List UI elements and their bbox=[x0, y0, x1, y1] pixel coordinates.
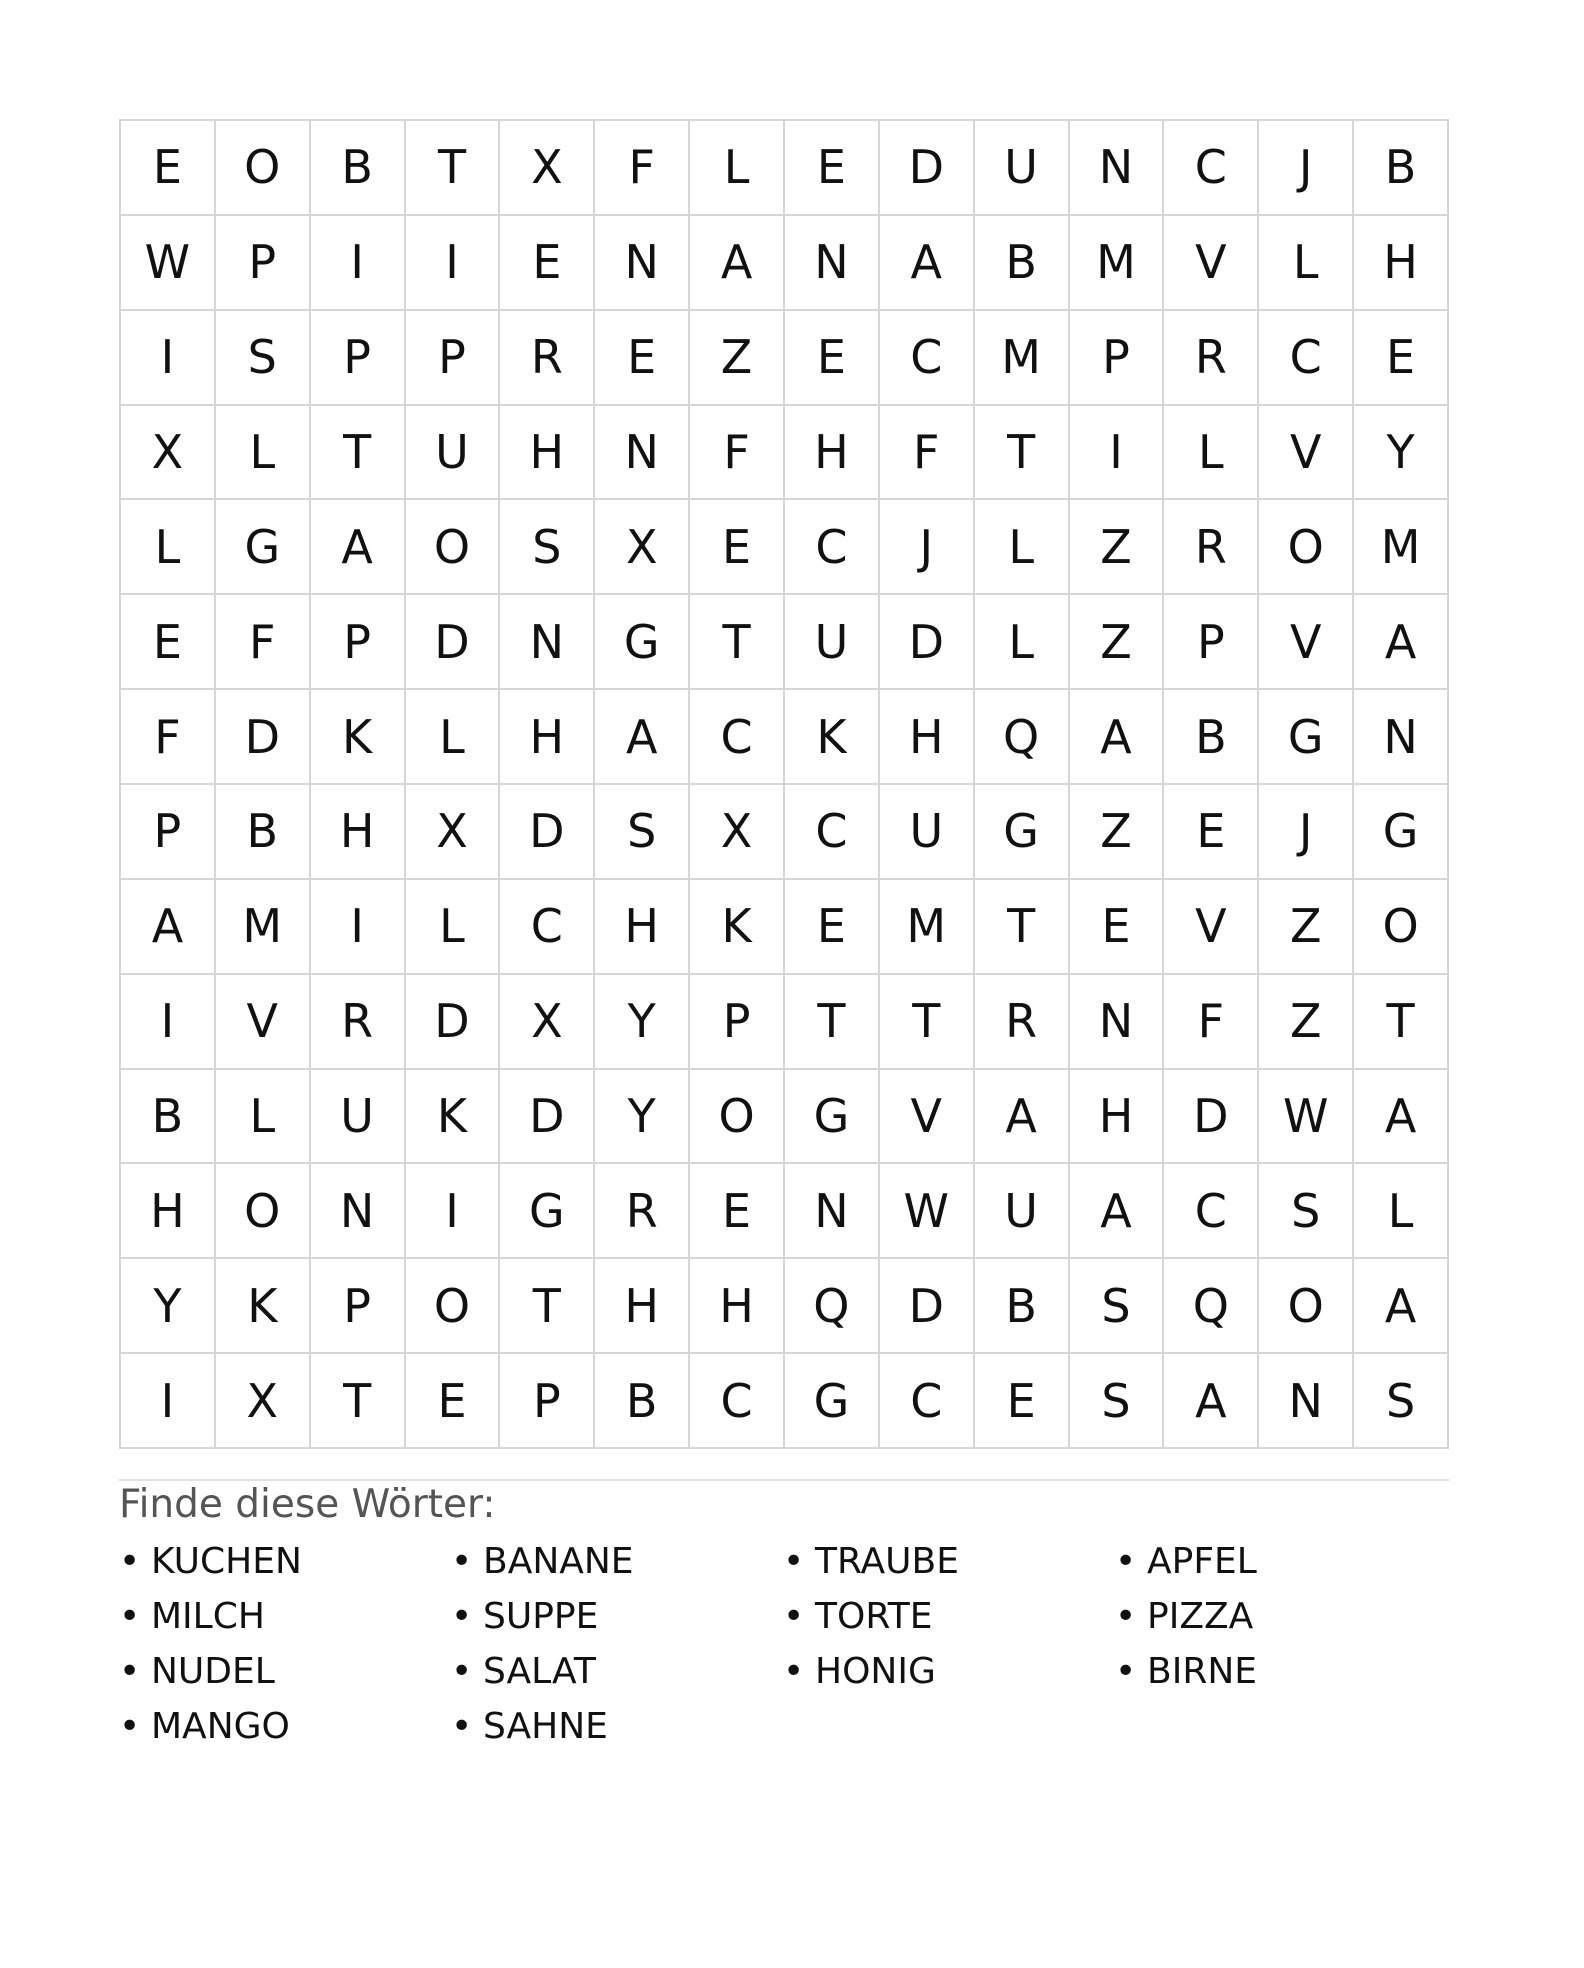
grid-cell[interactable]: Z bbox=[1259, 975, 1354, 1070]
grid-cell[interactable]: B bbox=[1354, 121, 1449, 216]
grid-cell[interactable]: M bbox=[1070, 216, 1165, 311]
grid-cell[interactable]: H bbox=[785, 406, 880, 501]
bullet-icon: • bbox=[1115, 1541, 1137, 1582]
grid-cell[interactable]: M bbox=[975, 311, 1070, 406]
word-list-item bbox=[1115, 1595, 1447, 1650]
grid-cell[interactable]: H bbox=[500, 406, 595, 501]
grid-cell[interactable]: G bbox=[500, 1164, 595, 1259]
grid-cell[interactable]: J bbox=[880, 500, 975, 595]
grid-cell[interactable]: D bbox=[500, 785, 595, 880]
grid-cell[interactable]: A bbox=[880, 216, 975, 311]
grid-cell[interactable]: A bbox=[1164, 1354, 1259, 1449]
word-list-item bbox=[119, 1595, 451, 1650]
grid-cell[interactable]: Z bbox=[1070, 500, 1165, 595]
grid-cell[interactable]: K bbox=[311, 690, 406, 785]
grid-cell[interactable]: T bbox=[880, 975, 975, 1070]
grid-cell[interactable]: G bbox=[785, 1354, 880, 1449]
word-label: TRAUBE bbox=[815, 1541, 959, 1582]
grid-cell[interactable]: N bbox=[500, 595, 595, 690]
grid-cell[interactable]: I bbox=[121, 975, 216, 1070]
word-list-item bbox=[451, 1650, 783, 1705]
word-list-item bbox=[783, 1540, 1115, 1595]
grid-cell[interactable]: U bbox=[975, 121, 1070, 216]
grid-cell[interactable]: Q bbox=[975, 690, 1070, 785]
grid-cell[interactable]: F bbox=[1164, 975, 1259, 1070]
grid-cell[interactable]: G bbox=[1354, 785, 1449, 880]
word-label: SUPPE bbox=[483, 1596, 599, 1637]
grid-cell[interactable]: K bbox=[406, 1070, 501, 1165]
grid-cell[interactable]: R bbox=[975, 975, 1070, 1070]
grid-cell[interactable]: C bbox=[690, 690, 785, 785]
word-label: SAHNE bbox=[483, 1706, 608, 1747]
grid-cell[interactable]: L bbox=[690, 121, 785, 216]
grid-cell[interactable]: N bbox=[595, 406, 690, 501]
grid-cell[interactable]: T bbox=[690, 595, 785, 690]
grid-cell[interactable]: V bbox=[880, 1070, 975, 1165]
grid-cell[interactable]: B bbox=[595, 1354, 690, 1449]
grid-cell[interactable]: H bbox=[595, 1259, 690, 1354]
grid-cell[interactable]: E bbox=[406, 1354, 501, 1449]
grid-cell[interactable]: U bbox=[406, 406, 501, 501]
grid-cell[interactable]: B bbox=[975, 1259, 1070, 1354]
grid-cell[interactable]: H bbox=[121, 1164, 216, 1259]
word-list-item bbox=[1115, 1540, 1447, 1595]
grid-cell[interactable]: U bbox=[880, 785, 975, 880]
grid-cell[interactable]: A bbox=[121, 880, 216, 975]
grid-cell[interactable]: F bbox=[216, 595, 311, 690]
grid-cell[interactable]: Q bbox=[1164, 1259, 1259, 1354]
grid-cell[interactable]: B bbox=[975, 216, 1070, 311]
grid-cell[interactable]: C bbox=[785, 500, 880, 595]
grid-cell[interactable]: I bbox=[406, 1164, 501, 1259]
word-label: MANGO bbox=[151, 1706, 290, 1747]
grid-cell[interactable]: N bbox=[1259, 1354, 1354, 1449]
grid-cell[interactable]: L bbox=[975, 500, 1070, 595]
grid-cell[interactable]: T bbox=[785, 975, 880, 1070]
bullet-icon: • bbox=[451, 1541, 473, 1582]
grid-cell[interactable]: P bbox=[311, 595, 406, 690]
grid-cell[interactable]: O bbox=[1354, 880, 1449, 975]
bullet-icon: • bbox=[119, 1596, 141, 1637]
grid-cell[interactable]: T bbox=[406, 121, 501, 216]
grid-cell[interactable]: H bbox=[690, 1259, 785, 1354]
grid-cell[interactable]: I bbox=[406, 216, 501, 311]
grid-cell[interactable]: C bbox=[880, 1354, 975, 1449]
grid-cell[interactable]: C bbox=[1259, 311, 1354, 406]
grid-cell[interactable]: O bbox=[1259, 1259, 1354, 1354]
grid-cell[interactable]: O bbox=[216, 121, 311, 216]
grid-cell[interactable]: D bbox=[880, 1259, 975, 1354]
grid-cell[interactable]: L bbox=[1354, 1164, 1449, 1259]
grid-cell[interactable]: A bbox=[1354, 1070, 1449, 1165]
grid-cell[interactable]: L bbox=[975, 595, 1070, 690]
grid-cell[interactable]: S bbox=[216, 311, 311, 406]
word-list-item bbox=[783, 1595, 1115, 1650]
word-label: KUCHEN bbox=[151, 1541, 302, 1582]
grid-cell[interactable]: O bbox=[690, 1070, 785, 1165]
word-label: BIRNE bbox=[1147, 1651, 1258, 1692]
word-label: MILCH bbox=[151, 1596, 265, 1637]
word-label: TORTE bbox=[815, 1596, 933, 1637]
grid-cell[interactable]: W bbox=[121, 216, 216, 311]
grid-cell[interactable]: E bbox=[1354, 311, 1449, 406]
bullet-icon: • bbox=[119, 1541, 141, 1582]
grid-cell[interactable]: T bbox=[1354, 975, 1449, 1070]
grid-cell[interactable]: X bbox=[500, 975, 595, 1070]
bullet-icon: • bbox=[1115, 1596, 1137, 1637]
grid-cell[interactable]: B bbox=[216, 785, 311, 880]
grid-cell[interactable]: L bbox=[1259, 216, 1354, 311]
grid-cell[interactable]: C bbox=[880, 311, 975, 406]
word-list-item bbox=[451, 1705, 783, 1760]
grid-cell[interactable]: E bbox=[1070, 880, 1165, 975]
grid-cell[interactable]: C bbox=[1164, 121, 1259, 216]
grid-cell[interactable]: R bbox=[311, 975, 406, 1070]
grid-cell[interactable]: E bbox=[121, 595, 216, 690]
word-list-title: Finde diese Wörter: bbox=[119, 1482, 496, 1527]
grid-cell[interactable]: R bbox=[500, 311, 595, 406]
grid-cell[interactable]: L bbox=[216, 406, 311, 501]
grid-cell[interactable]: Z bbox=[1259, 880, 1354, 975]
grid-cell[interactable]: M bbox=[1354, 500, 1449, 595]
grid-cell[interactable]: E bbox=[690, 1164, 785, 1259]
grid-cell[interactable]: S bbox=[1070, 1354, 1165, 1449]
grid-cell[interactable]: M bbox=[880, 880, 975, 975]
grid-cell[interactable]: P bbox=[216, 216, 311, 311]
grid-cell[interactable]: P bbox=[500, 1354, 595, 1449]
grid-cell[interactable]: A bbox=[1070, 1164, 1165, 1259]
word-list-item bbox=[119, 1540, 451, 1595]
grid-cell[interactable]: N bbox=[595, 216, 690, 311]
grid-cell[interactable]: X bbox=[216, 1354, 311, 1449]
grid-cell[interactable]: V bbox=[1164, 880, 1259, 975]
word-label: HONIG bbox=[815, 1651, 936, 1692]
grid-cell[interactable]: X bbox=[690, 785, 785, 880]
word-list-item bbox=[451, 1595, 783, 1650]
grid-cell[interactable]: E bbox=[975, 1354, 1070, 1449]
grid-cell[interactable]: D bbox=[880, 595, 975, 690]
word-list-item bbox=[119, 1650, 451, 1705]
bullet-icon: • bbox=[451, 1651, 473, 1692]
grid-cell[interactable]: H bbox=[880, 690, 975, 785]
grid-cell[interactable]: V bbox=[216, 975, 311, 1070]
grid-cell[interactable]: Y bbox=[121, 1259, 216, 1354]
grid-cell[interactable]: V bbox=[1259, 595, 1354, 690]
grid-cell[interactable]: G bbox=[216, 500, 311, 595]
grid-cell[interactable]: M bbox=[216, 880, 311, 975]
grid-cell[interactable]: L bbox=[216, 1070, 311, 1165]
grid-cell[interactable]: H bbox=[1354, 216, 1449, 311]
grid-cell[interactable]: D bbox=[216, 690, 311, 785]
grid-cell[interactable]: N bbox=[311, 1164, 406, 1259]
grid-cell[interactable]: N bbox=[785, 1164, 880, 1259]
grid-cell[interactable]: K bbox=[216, 1259, 311, 1354]
grid-cell[interactable]: O bbox=[406, 500, 501, 595]
grid-cell[interactable]: D bbox=[500, 1070, 595, 1165]
grid-cell[interactable]: Q bbox=[785, 1259, 880, 1354]
grid-cell[interactable]: S bbox=[500, 500, 595, 595]
grid-cell[interactable]: E bbox=[595, 311, 690, 406]
grid-cell[interactable]: P bbox=[690, 975, 785, 1070]
grid-cell[interactable]: W bbox=[1259, 1070, 1354, 1165]
grid-cell[interactable]: I bbox=[1070, 406, 1165, 501]
grid-cell[interactable]: V bbox=[1259, 406, 1354, 501]
grid-cell[interactable]: R bbox=[595, 1164, 690, 1259]
grid-cell[interactable]: J bbox=[1259, 121, 1354, 216]
grid-cell[interactable]: G bbox=[975, 785, 1070, 880]
grid-cell[interactable]: A bbox=[975, 1070, 1070, 1165]
grid-cell[interactable]: X bbox=[406, 785, 501, 880]
grid-cell[interactable]: P bbox=[311, 311, 406, 406]
grid-cell[interactable]: Y bbox=[595, 1070, 690, 1165]
grid-cell[interactable]: E bbox=[500, 216, 595, 311]
grid-cell[interactable]: F bbox=[880, 406, 975, 501]
bullet-icon: • bbox=[783, 1651, 805, 1692]
grid-cell[interactable]: Z bbox=[1070, 785, 1165, 880]
grid-cell[interactable]: X bbox=[500, 121, 595, 216]
grid-cell[interactable]: H bbox=[1070, 1070, 1165, 1165]
grid-cell[interactable]: S bbox=[1259, 1164, 1354, 1259]
grid-cell[interactable]: O bbox=[1259, 500, 1354, 595]
grid-cell[interactable]: F bbox=[595, 121, 690, 216]
grid-cell[interactable]: X bbox=[595, 500, 690, 595]
grid-cell[interactable]: E bbox=[121, 121, 216, 216]
grid-cell[interactable]: A bbox=[1354, 595, 1449, 690]
grid-cell[interactable]: Y bbox=[1354, 406, 1449, 501]
grid-cell[interactable]: N bbox=[785, 216, 880, 311]
grid-cell[interactable]: U bbox=[785, 595, 880, 690]
grid-cell[interactable]: B bbox=[311, 121, 406, 216]
grid-cell[interactable]: L bbox=[406, 690, 501, 785]
word-label: SALAT bbox=[483, 1651, 596, 1692]
grid-cell[interactable]: I bbox=[121, 1354, 216, 1449]
grid-cell[interactable]: C bbox=[500, 880, 595, 975]
grid-cell[interactable]: E bbox=[785, 311, 880, 406]
grid-cell[interactable]: E bbox=[1164, 785, 1259, 880]
grid-cell[interactable]: W bbox=[880, 1164, 975, 1259]
grid-cell[interactable]: N bbox=[1354, 690, 1449, 785]
grid-cell[interactable]: P bbox=[1070, 311, 1165, 406]
grid-cell[interactable]: A bbox=[595, 690, 690, 785]
grid-cell[interactable]: K bbox=[690, 880, 785, 975]
bullet-icon: • bbox=[451, 1706, 473, 1747]
bullet-icon: • bbox=[783, 1541, 805, 1582]
grid-cell[interactable]: G bbox=[1259, 690, 1354, 785]
word-list-item bbox=[119, 1705, 451, 1760]
grid-cell[interactable]: T bbox=[975, 406, 1070, 501]
grid-cell[interactable]: Z bbox=[1070, 595, 1165, 690]
grid-cell[interactable]: P bbox=[1164, 595, 1259, 690]
grid-cell[interactable]: A bbox=[690, 216, 785, 311]
grid-cell[interactable]: H bbox=[595, 880, 690, 975]
grid-cell[interactable]: A bbox=[311, 500, 406, 595]
grid-cell[interactable]: F bbox=[121, 690, 216, 785]
grid-cell[interactable]: G bbox=[595, 595, 690, 690]
word-label: PIZZA bbox=[1147, 1596, 1254, 1637]
grid-cell[interactable]: A bbox=[1354, 1259, 1449, 1354]
word-list-item bbox=[1115, 1650, 1447, 1705]
grid-cell[interactable]: Y bbox=[595, 975, 690, 1070]
letter-grid bbox=[119, 119, 1449, 1449]
grid-cell[interactable]: S bbox=[595, 785, 690, 880]
word-list-item bbox=[783, 1650, 1115, 1705]
word-list bbox=[119, 1540, 1449, 1760]
grid-cell[interactable]: T bbox=[975, 880, 1070, 975]
grid-cell[interactable]: I bbox=[121, 311, 216, 406]
grid-cell[interactable]: L bbox=[406, 880, 501, 975]
grid-cell[interactable]: C bbox=[1164, 1164, 1259, 1259]
grid-cell[interactable]: T bbox=[500, 1259, 595, 1354]
grid-cell[interactable]: A bbox=[1070, 690, 1165, 785]
grid-cell[interactable]: P bbox=[121, 785, 216, 880]
grid-cell[interactable]: F bbox=[690, 406, 785, 501]
grid-cell[interactable]: L bbox=[1164, 406, 1259, 501]
grid-cell[interactable]: N bbox=[1070, 975, 1165, 1070]
grid-cell[interactable]: I bbox=[311, 880, 406, 975]
grid-cell[interactable]: R bbox=[1164, 500, 1259, 595]
grid-cell[interactable]: O bbox=[216, 1164, 311, 1259]
grid-cell[interactable]: K bbox=[785, 690, 880, 785]
grid-cell[interactable]: P bbox=[311, 1259, 406, 1354]
grid-cell[interactable]: J bbox=[1259, 785, 1354, 880]
bullet-icon: • bbox=[119, 1706, 141, 1747]
bullet-icon: • bbox=[119, 1651, 141, 1692]
grid-cell[interactable]: I bbox=[311, 216, 406, 311]
grid-cell[interactable]: S bbox=[1070, 1259, 1165, 1354]
word-label: BANANE bbox=[483, 1541, 634, 1582]
grid-cell[interactable]: S bbox=[1354, 1354, 1449, 1449]
grid-cell[interactable]: C bbox=[785, 785, 880, 880]
grid-cell[interactable]: O bbox=[406, 1259, 501, 1354]
grid-cell[interactable]: E bbox=[785, 880, 880, 975]
grid-cell[interactable]: G bbox=[785, 1070, 880, 1165]
bullet-icon: • bbox=[1115, 1651, 1137, 1692]
grid-cell[interactable]: B bbox=[121, 1070, 216, 1165]
bullet-icon: • bbox=[451, 1596, 473, 1637]
grid-cell[interactable]: U bbox=[975, 1164, 1070, 1259]
grid-cell[interactable]: T bbox=[311, 1354, 406, 1449]
grid-cell[interactable]: H bbox=[311, 785, 406, 880]
bullet-icon: • bbox=[783, 1596, 805, 1637]
grid-cell[interactable]: L bbox=[121, 500, 216, 595]
grid-cell[interactable]: E bbox=[690, 500, 785, 595]
grid-cell[interactable]: T bbox=[311, 406, 406, 501]
grid-cell[interactable]: N bbox=[1070, 121, 1165, 216]
grid-cell[interactable]: B bbox=[1164, 690, 1259, 785]
grid-cell[interactable]: Z bbox=[690, 311, 785, 406]
grid-cell[interactable]: D bbox=[1164, 1070, 1259, 1165]
grid-cell[interactable]: R bbox=[1164, 311, 1259, 406]
grid-cell[interactable]: D bbox=[406, 975, 501, 1070]
grid-cell[interactable]: D bbox=[880, 121, 975, 216]
word-list-item bbox=[451, 1540, 783, 1595]
word-label: APFEL bbox=[1147, 1541, 1257, 1582]
grid-cell[interactable]: U bbox=[311, 1070, 406, 1165]
grid-cell[interactable]: X bbox=[121, 406, 216, 501]
grid-cell[interactable]: E bbox=[785, 121, 880, 216]
word-label: NUDEL bbox=[151, 1651, 275, 1692]
grid-cell[interactable]: D bbox=[406, 595, 501, 690]
grid-cell[interactable]: C bbox=[690, 1354, 785, 1449]
grid-cell[interactable]: V bbox=[1164, 216, 1259, 311]
grid-cell[interactable]: H bbox=[500, 690, 595, 785]
grid-cell[interactable]: P bbox=[406, 311, 501, 406]
